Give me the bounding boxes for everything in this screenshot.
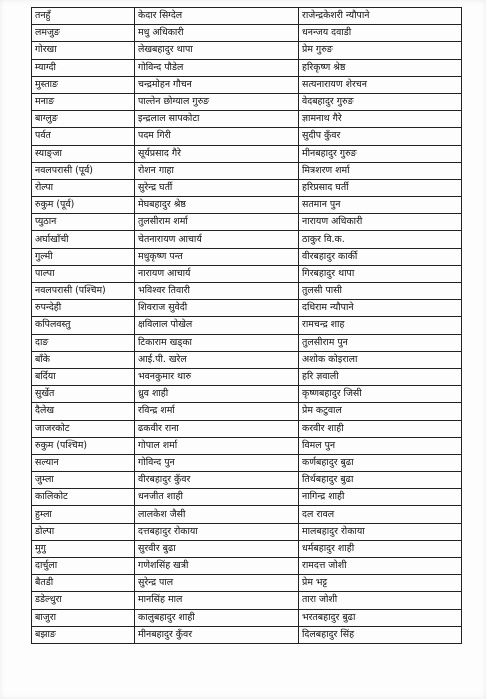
name-cell-1: दत्तबहादुर रोकाया <box>135 523 299 540</box>
district-cell: मनाङ <box>32 93 135 110</box>
district-cell: प्युठान <box>32 214 135 231</box>
name-cell-1: केदार सिग्देल <box>135 8 299 25</box>
name-cell-2: प्रेम भट्ट <box>299 575 462 592</box>
district-cell: लमजुङ <box>32 25 135 42</box>
name-cell-1: चन्द्रमोहन गौचन <box>135 76 299 93</box>
table-row <box>32 128 462 145</box>
table-row <box>32 231 462 248</box>
table-row <box>32 111 462 128</box>
name-cell-2: सतमान पुन <box>299 197 462 214</box>
district-cell: नवलपरासी (पूर्व) <box>32 162 135 179</box>
district-cell: नवलपरासी (पश्चिम) <box>32 283 135 300</box>
name-cell-2: तुलसीराम पुन <box>299 334 462 351</box>
table-row <box>32 317 462 334</box>
table-row <box>32 265 462 282</box>
name-cell-1: पाल्तेन छोग्याल गुरुङ <box>135 93 299 110</box>
district-cell: बर्दिया <box>32 368 135 385</box>
name-cell-1: ढकवीर राना <box>135 420 299 437</box>
name-cell-2: दल रावल <box>299 506 462 523</box>
name-cell-1: लालकेश जैसी <box>135 506 299 523</box>
table-row <box>32 283 462 300</box>
name-cell-1: मानसिंह माल <box>135 592 299 609</box>
name-cell-1: गोविन्द पुन <box>135 454 299 471</box>
table-row <box>32 454 462 471</box>
name-cell-2: धनन्जय दवाडी <box>299 25 462 42</box>
table-row <box>32 575 462 592</box>
table-row <box>32 592 462 609</box>
district-cell: बाग्लुङ <box>32 111 135 128</box>
name-cell-2: गिरबहादुर थापा <box>299 265 462 282</box>
table-row <box>32 351 462 368</box>
district-cell: रुपन्देही <box>32 300 135 317</box>
table-row <box>32 76 462 93</box>
table-row <box>32 403 462 420</box>
name-cell-1: मीनबहादुर कुँवर <box>135 626 299 643</box>
table-row <box>32 437 462 454</box>
district-cell: गुल्मी <box>32 248 135 265</box>
district-cell: दार्चुला <box>32 558 135 575</box>
district-cell: तनहुँ <box>32 8 135 25</box>
name-cell-2: हरि ज्ञवाली <box>299 368 462 385</box>
name-cell-1: मधुकृष्ण पन्त <box>135 248 299 265</box>
table-row <box>32 558 462 575</box>
table-row <box>32 197 462 214</box>
district-cell: बझाङ <box>32 626 135 643</box>
district-cell: मुस्ताङ <box>32 76 135 93</box>
name-cell-2: रामचन्द्र शाह <box>299 317 462 334</box>
name-cell-2: भरतबहादुर बुढा <box>299 609 462 626</box>
district-cell: हुम्ला <box>32 506 135 523</box>
district-cell: रोल्पा <box>32 179 135 196</box>
name-cell-2: मीनबहादुर गुरुङ <box>299 145 462 162</box>
table-row <box>32 25 462 42</box>
table-row <box>32 386 462 403</box>
name-cell-1: भविश्वर तिवारी <box>135 283 299 300</box>
name-cell-2: राजेन्द्रकेशरी न्यौपाने <box>299 8 462 25</box>
name-cell-1: तुलसीराम शर्मा <box>135 214 299 231</box>
name-cell-2: वीरबहादुर कार्की <box>299 248 462 265</box>
name-cell-2: दधिराम न्यौपाने <box>299 300 462 317</box>
district-cell: सल्यान <box>32 454 135 471</box>
district-cell: पाल्पा <box>32 265 135 282</box>
name-cell-1: गोपाल शर्मा <box>135 437 299 454</box>
name-cell-2: ठाकुर वि.क. <box>299 231 462 248</box>
district-cell: पर्वत <box>32 128 135 145</box>
district-cell: कालिकोट <box>32 489 135 506</box>
name-cell-2: सत्यनारायण शेरचन <box>299 76 462 93</box>
district-cell: बाजुरा <box>32 609 135 626</box>
name-cell-1: रोशन गाहा <box>135 162 299 179</box>
name-cell-2: कर्णबहादुर बुढा <box>299 454 462 471</box>
name-cell-1: धनजीत शाही <box>135 489 299 506</box>
district-cell: सुर्खेत <box>32 386 135 403</box>
name-cell-1: भवनकुमार थारु <box>135 368 299 385</box>
roster-table-body <box>32 8 462 644</box>
name-cell-1: टिकाराम खड्का <box>135 334 299 351</box>
name-cell-1: रविन्द्र शर्मा <box>135 403 299 420</box>
district-cell: मुगु <box>32 540 135 557</box>
district-cell: बैतडी <box>32 575 135 592</box>
name-cell-1: मेघबहादुर श्रेष्ठ <box>135 197 299 214</box>
name-cell-2: तारा जोशी <box>299 592 462 609</box>
table-row <box>32 420 462 437</box>
name-cell-1: गोविन्द पौडेल <box>135 59 299 76</box>
district-cell: रुकुम (पश्चिम) <box>32 437 135 454</box>
name-cell-2: वेदबहादुर गुरुङ <box>299 93 462 110</box>
district-cell: रुकुम (पूर्व) <box>32 197 135 214</box>
district-cell: जाजरकोट <box>32 420 135 437</box>
district-cell: गोरखा <box>32 42 135 59</box>
name-cell-2: प्रेम गुरुङ <box>299 42 462 59</box>
name-cell-2: मित्रशरण शर्मा <box>299 162 462 179</box>
district-cell: डडेल्धुरा <box>32 592 135 609</box>
name-cell-1: पदम गिरी <box>135 128 299 145</box>
name-cell-1: आई.पी. खरेल <box>135 351 299 368</box>
name-cell-2: रामदत्त जोशी <box>299 558 462 575</box>
district-cell: दैलेख <box>32 403 135 420</box>
name-cell-1: सूर्यप्रसाद गैरे <box>135 145 299 162</box>
table-row <box>32 214 462 231</box>
district-cell: जुम्ला <box>32 472 135 489</box>
name-cell-1: सुरवीर बुढा <box>135 540 299 557</box>
name-cell-2: दिलबहादुर सिंह <box>299 626 462 643</box>
name-cell-1: लेखबहादुर थापा <box>135 42 299 59</box>
table-row <box>32 489 462 506</box>
name-cell-1: ध्रुव शाही <box>135 386 299 403</box>
name-cell-2: सुदीप कुँवर <box>299 128 462 145</box>
table-row <box>32 609 462 626</box>
name-cell-1: क्षविलाल पोखेल <box>135 317 299 334</box>
table-row <box>32 93 462 110</box>
name-cell-1: मधु अधिकारी <box>135 25 299 42</box>
name-cell-2: मालबहादुर रोकाया <box>299 523 462 540</box>
district-cell: म्याग्दी <box>32 59 135 76</box>
district-roster-table <box>31 7 462 644</box>
name-cell-1: कालुबहादुर शाही <box>135 609 299 626</box>
name-cell-1: चेतनारायण आचार्य <box>135 231 299 248</box>
table-row <box>32 300 462 317</box>
name-cell-2: हरिकृष्ण श्रेष्ठ <box>299 59 462 76</box>
table-row <box>32 540 462 557</box>
name-cell-1: सुरेन्द्र घर्ती <box>135 179 299 196</box>
district-cell: अर्घाखाँची <box>32 231 135 248</box>
name-cell-1: गणेशसिंह खत्री <box>135 558 299 575</box>
name-cell-2: विमल पुन <box>299 437 462 454</box>
name-cell-1: इन्द्रलाल सापकोटा <box>135 111 299 128</box>
table-row <box>32 179 462 196</box>
table-row <box>32 162 462 179</box>
name-cell-2: नागिन्द्र शाही <box>299 489 462 506</box>
table-row <box>32 472 462 489</box>
name-cell-2: करवीर शाही <box>299 420 462 437</box>
district-cell: डोल्पा <box>32 523 135 540</box>
name-cell-1: शिवराज सुवेदी <box>135 300 299 317</box>
district-cell: दाङ <box>32 334 135 351</box>
name-cell-2: तिर्थबहादुर बुढा <box>299 472 462 489</box>
name-cell-2: कृष्णबहादुर जिसी <box>299 386 462 403</box>
table-row <box>32 8 462 25</box>
name-cell-2: धर्मबहादुर शाही <box>299 540 462 557</box>
district-cell: बाँके <box>32 351 135 368</box>
district-cell: स्याङ्जा <box>32 145 135 162</box>
name-cell-1: सुरेन्द्र पाल <box>135 575 299 592</box>
table-row <box>32 626 462 643</box>
name-cell-2: प्रेम कटुवाल <box>299 403 462 420</box>
table-row <box>32 248 462 265</box>
table-row <box>32 523 462 540</box>
district-cell: कपिलवस्तु <box>32 317 135 334</box>
name-cell-2: तुलसी पासी <box>299 283 462 300</box>
name-cell-1: वीरबहादुर कुँवर <box>135 472 299 489</box>
name-cell-1: नारायण आचार्य <box>135 265 299 282</box>
name-cell-2: ज्ञामनाथ गैरे <box>299 111 462 128</box>
name-cell-2: अशोक कोइराला <box>299 351 462 368</box>
table-row <box>32 42 462 59</box>
name-cell-2: हरिप्रसाद घर्ती <box>299 179 462 196</box>
table-row <box>32 145 462 162</box>
table-row <box>32 506 462 523</box>
name-cell-2: नारायण अधिकारी <box>299 214 462 231</box>
table-row <box>32 334 462 351</box>
table-row <box>32 368 462 385</box>
table-row <box>32 59 462 76</box>
